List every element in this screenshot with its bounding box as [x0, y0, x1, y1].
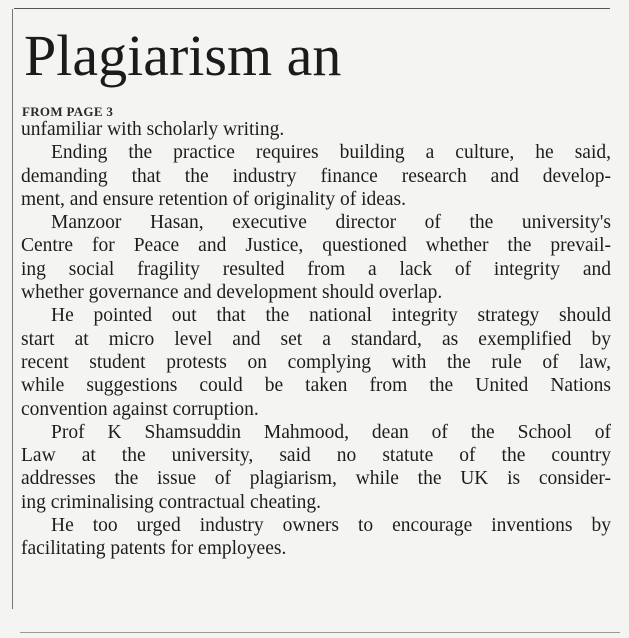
text-line: demanding that the industry finance research and develop- [21, 165, 611, 187]
text-line: Centre for Peace and Justice, questioned whether the prevail- [21, 235, 611, 257]
text-line: Prof K Shamsuddin Mahmood, dean of the School of [51, 421, 611, 443]
text-line: ing criminalising contractual cheating. [21, 491, 321, 513]
bottom-rule [20, 632, 620, 633]
paragraph [21, 421, 611, 514]
text-line: He pointed out that the national integrity strategy should [51, 305, 611, 327]
text-line: while suggestions could be taken from the United Nations [21, 375, 611, 397]
headline: Plagiarism an [24, 23, 342, 88]
paragraph [21, 141, 611, 211]
paragraph [21, 514, 611, 561]
text-line: unfamiliar with scholarly writing. [21, 119, 285, 140]
text-line: recent student protests on complying with the rule of law, [21, 351, 611, 373]
paragraph [21, 304, 611, 420]
article-body [21, 118, 611, 561]
continued-from-label: FROM PAGE 3 [22, 104, 114, 119]
text-line: ment, and ensure retention of originality of ideas. [21, 188, 407, 210]
column-rule [12, 9, 13, 609]
text-line: facilitating patents for employees. [21, 538, 287, 560]
top-rule [14, 8, 610, 9]
text-line: Law at the university, said no statute of the country [21, 445, 611, 467]
text-line: whether governance and development should overlap. [21, 282, 443, 304]
text-line: addresses the issue of plagiarism, while the UK is consider- [21, 468, 611, 490]
paragraph [21, 118, 611, 141]
text-line: convention against corruption. [21, 398, 259, 420]
text-line: ing social fragility resulted from a lack of integrity and [21, 258, 611, 280]
text-line: He too urged industry owners to encourage inventions by [51, 515, 611, 537]
text-line: Ending the practice requires building a culture, he said, [51, 142, 611, 164]
text-line: Manzoor Hasan, executive director of the university's [51, 212, 611, 234]
paragraph [21, 211, 611, 304]
text-line: start at micro level and set a standard, as exemplified by [21, 328, 611, 350]
